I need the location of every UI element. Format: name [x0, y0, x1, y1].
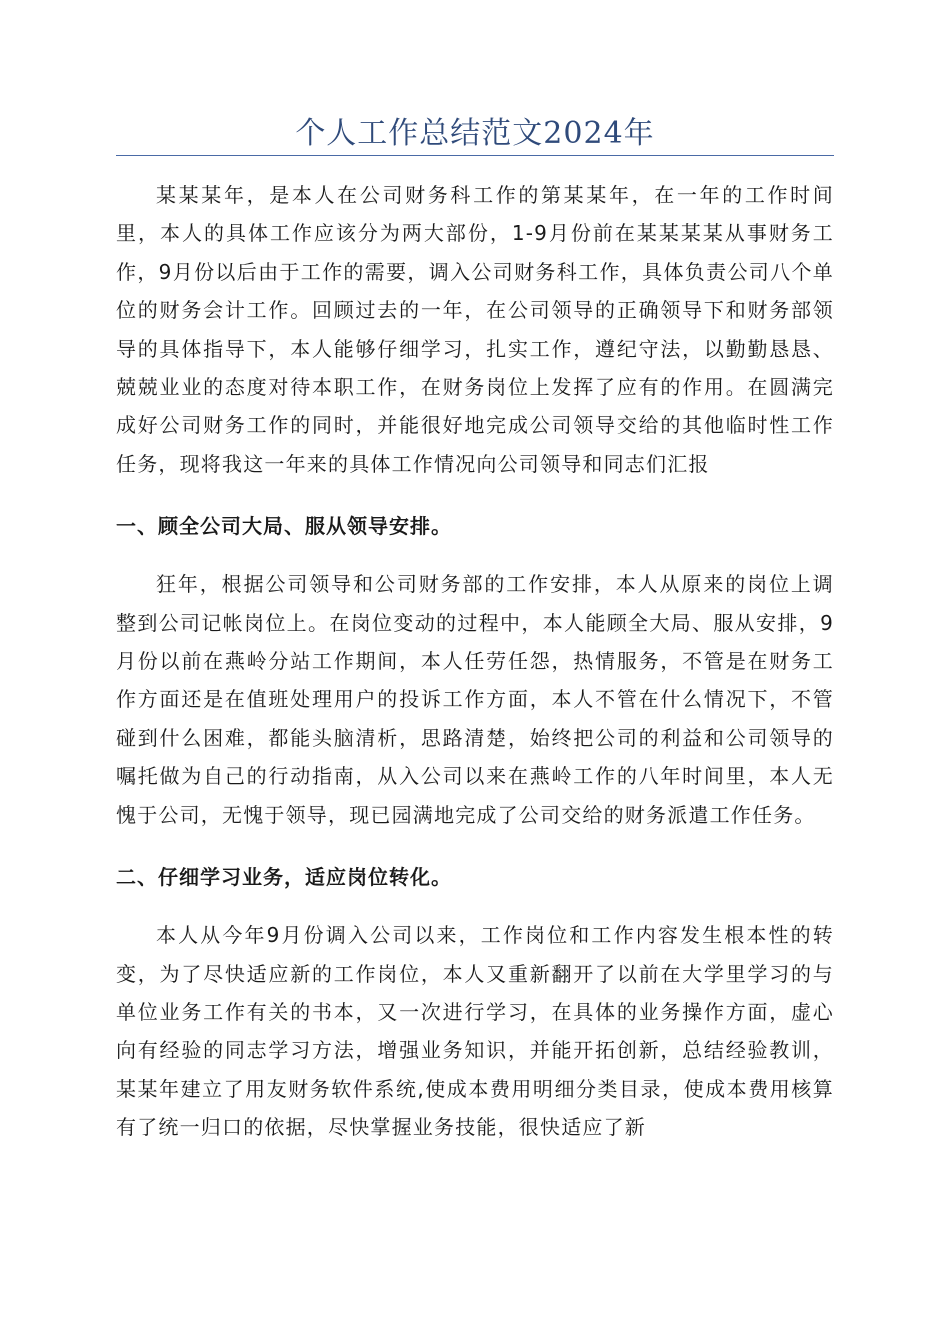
document-body	[116, 176, 834, 1147]
section-1-heading: 一、顾全公司大局、服从领导安排。	[116, 514, 452, 539]
document-title: 个人工作总结范文2024年	[295, 116, 655, 151]
title-underline	[116, 155, 834, 156]
section-1-paragraph: 狂年，根据公司领导和公司财务部的工作安排，本人从原来的岗位上调整到公司记帐岗位上。在岗位变动的过程中，本人能顾全大局、服从安排，9月份以前在燕岭分站工作期间，本人任劳任怨，热情服务，不管是在财务工作方面还是在值班处理用户的投诉工作方面，本人不管在什么情况下，不管碰到什么困难，都能头脑清析，思路清楚，始终把公司的利益和公司领导的嘱托做为自己的行动指南，从入公司以来在燕岭工作的八年时间里，本人无愧于公司，无愧于领导，现已园满地完成了公司交给的财务派遣工作任务。	[116, 572, 834, 827]
section-2-heading: 二、仔细学习业务，适应岗位转化。	[116, 865, 452, 890]
intro-paragraph: 某某某年，是本人在公司财务科工作的第某某年，在一年的工作时间里，本人的具体工作应该分为两大部份，1-9月份前在某某某某从事财务工作，9月份以后由于工作的需要，调入公司财务科工作，具体负责公司八个单位的财务会计工作。回顾过去的一年，在公司领导的正确领导下和财务部领导的具体指导下，本人能够仔细学习，扎实工作，遵纪守法，以勤勤恳恳、兢兢业业的态度对待本职工作，在财务岗位上发挥了应有的作用。在圆满完成好公司财务工作的同时，并能很好地完成公司领导交给的其他临时性工作任务，现将我这一年来的具体工作情况向公司领导和同志们汇报	[116, 183, 834, 476]
section-2-paragraph: 本人从今年9月份调入公司以来，工作岗位和工作内容发生根本性的转变，为了尽快适应新的工作岗位，本人又重新翻开了以前在大学里学习的与单位业务工作有关的书本，又一次进行学习，在具体的业务操作方面，虚心向有经验的同志学习方法，增强业务知识，并能开拓创新，总结经验教训，某某年建立了用友财务软件系统,使成本费用明细分类目录，使成本费用核算有了统一归口的依据，尽快掌握业务技能，很快适应了新	[116, 923, 834, 1140]
